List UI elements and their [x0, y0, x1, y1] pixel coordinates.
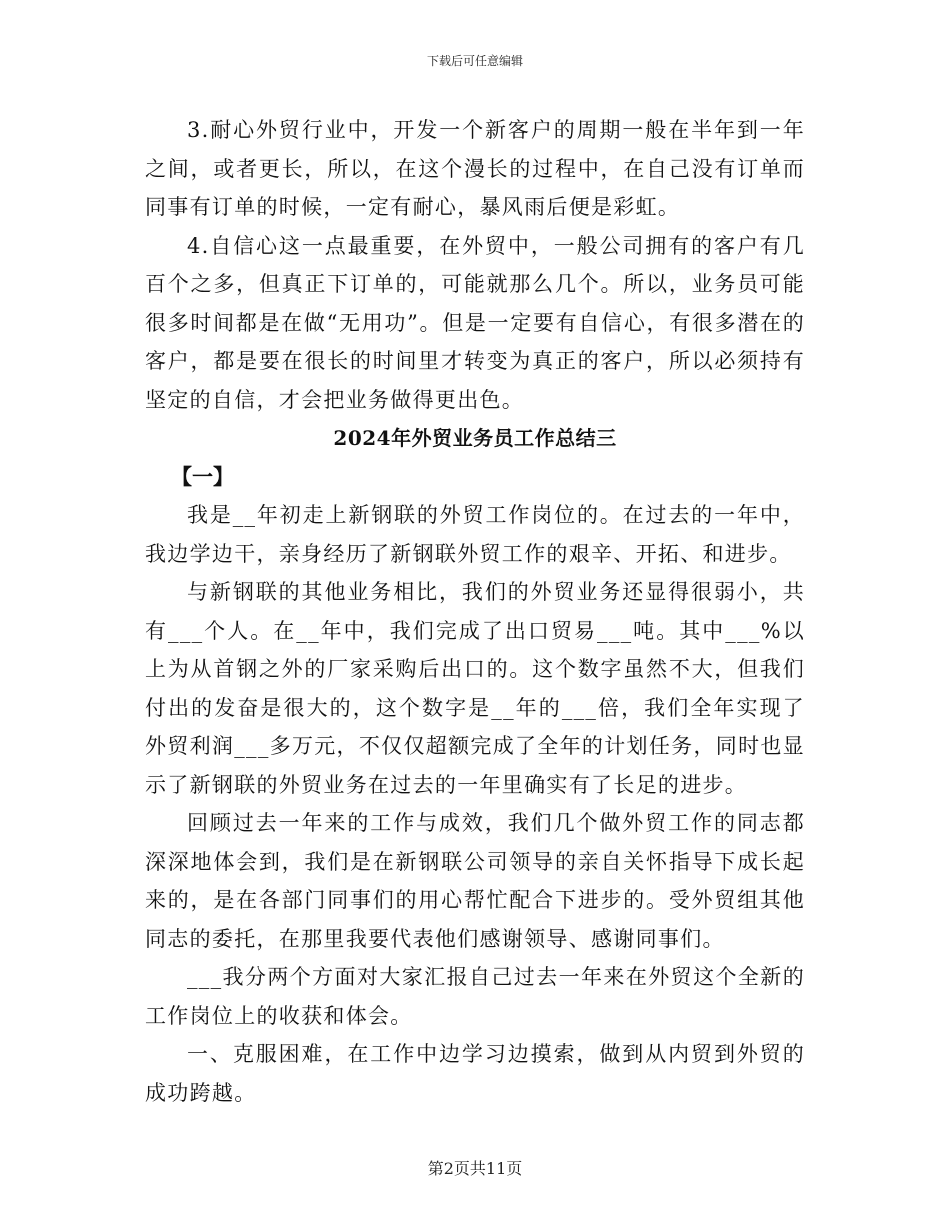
page-number: 第2页共11页 [427, 1159, 523, 1178]
paragraph-report-outline: ___我分两个方面对大家汇报自己过去一年来在外贸这个全新的工作岗位上的收获和体会。 [145, 965, 805, 1028]
paragraph-intro: 我是__年初走上新钢联的外贸工作岗位的。在过去的一年中，我边学边干，亲身经历了新钢联外贸工作的艰辛、开拓、和进步。 [145, 503, 805, 566]
paragraph-comparison: 与新钢联的其他业务相比，我们的外贸业务还显得很弱小，共有___个人。在__年中，我们完成了出口贸易___吨。其中___%以上为从首钢之外的厂家采购后出口的。这个数字虽然不大，但我们付出的发奋是很大的，这个数字是__年的___倍，我们全年实现了外贸利润___多万元，不仅仅超额完成了全年的计划任务，同时也显示了新钢联的外贸业务在过去的一年里确实有了长足的进步。 [145, 580, 805, 797]
paragraph-review: 回顾过去一年来的工作与成效，我们几个做外贸工作的同志都深深地体会到，我们是在新钢联公司领导的亲自关怀指导下成长起来的，是在各部门同事们的用心帮忙配合下进步的。受外贸组其他同志的委托，在那里我要代表他们感谢领导、感谢同事们。 [145, 811, 805, 951]
document-body [145, 111, 805, 1112]
paragraph-patience: 3.耐心外贸行业中，开发一个新客户的周期一般在半年到一年之间，或者更长，所以，在这个漫长的过程中，在自己没有订单而同事有订单的时候，一定有耐心，暴风雨后便是彩虹。 [145, 118, 805, 219]
subheading-part-one: 【一】 [171, 463, 234, 489]
page-header: 下载后可任意编辑 [426, 54, 523, 68]
paragraph-point-one: 一、克服困难，在工作中边学习边摸索，做到从内贸到外贸的成功跨越。 [145, 1042, 805, 1105]
section-title: 2024年外贸业务员工作总结三 [333, 426, 617, 450]
paragraph-confidence: 4.自信心这一点最重要，在外贸中，一般公司拥有的客户有几百个之多，但真正下订单的，可能就那么几个。所以，业务员可能很多时间都是在做“无用功”。但是一定要有自信心，有很多潜在的客户，都是要在很长的时间里才转变为真正的客户，所以必须持有坚定的自信，才会把业务做得更出色。 [145, 233, 805, 412]
